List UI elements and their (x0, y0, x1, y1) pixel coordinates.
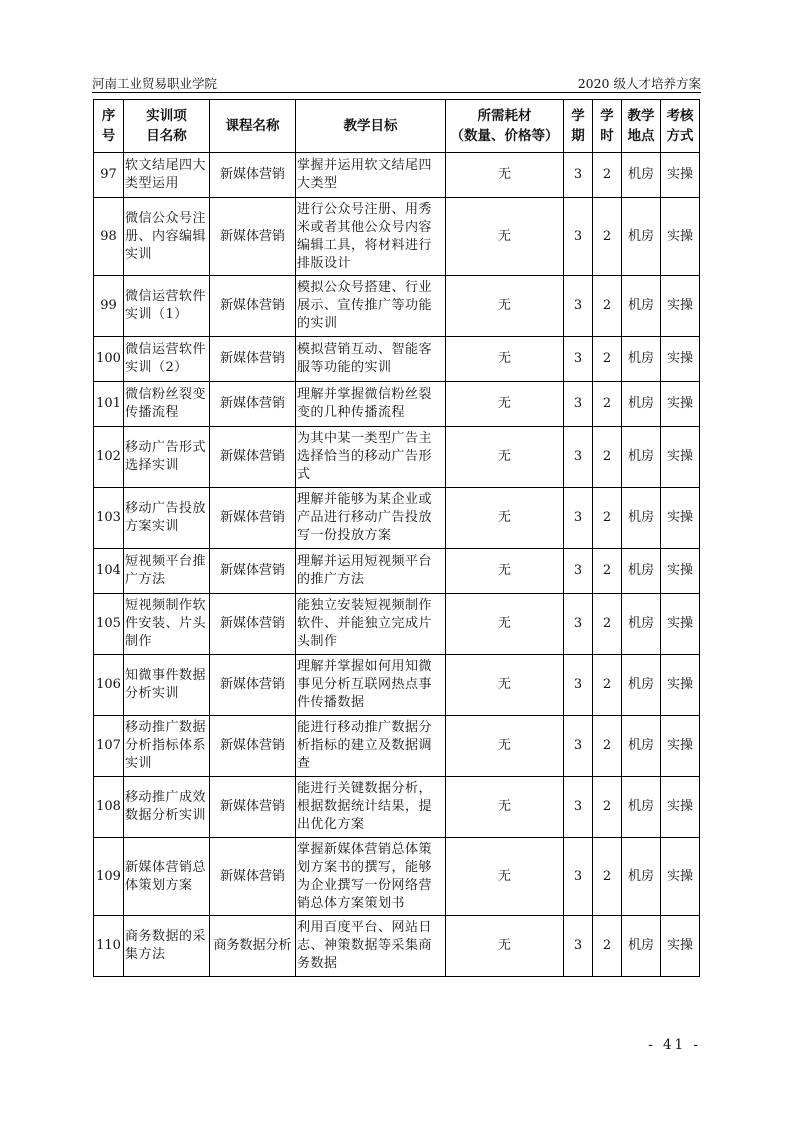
row-number-cell: 110 (94, 916, 124, 977)
table-row (94, 198, 700, 276)
column-header (564, 100, 593, 153)
project-name-cell: 知微事件数据分析实训 (124, 655, 210, 716)
teaching-goal-cell: 进行公众号注册、用秀米或者其他公众号内容编辑工具，将材料进行排版设计 (296, 198, 446, 276)
column-header-text: 序 (101, 108, 116, 124)
teaching-goal-cell: 掌握新媒体营销总体策划方案书的撰写，能够为企业撰写一份网络营销总体方案策划书 (296, 838, 446, 916)
term-cell: 3 (564, 716, 593, 777)
teaching-goal-cell: 理解并掌握微信粉丝裂变的几种传播流程 (296, 382, 446, 427)
assessment-cell: 实操 (661, 198, 700, 276)
assessment-cell: 实操 (661, 427, 700, 488)
course-name-cell: 新媒体营销 (210, 716, 296, 777)
materials-cell: 无 (446, 716, 564, 777)
location-cell: 机房 (622, 549, 661, 594)
term-cell: 3 (564, 549, 593, 594)
project-name-cell: 移动广告投放方案实训 (124, 488, 210, 549)
assessment-cell: 实操 (661, 916, 700, 977)
location-cell: 机房 (622, 594, 661, 655)
table-row (94, 382, 700, 427)
teaching-goal-cell: 能进行移动推广数据分析指标的建立及数据调查 (296, 716, 446, 777)
row-number-cell: 108 (94, 777, 124, 838)
row-number-cell: 98 (94, 198, 124, 276)
term-cell: 3 (564, 916, 593, 977)
row-number-cell: 99 (94, 276, 124, 337)
course-name-cell: 新媒体营销 (210, 838, 296, 916)
course-name-cell: 新媒体营销 (210, 153, 296, 198)
materials-cell: 无 (446, 337, 564, 382)
hours-cell: 2 (593, 337, 622, 382)
hours-cell: 2 (593, 276, 622, 337)
project-name-cell: 移动推广成效数据分析实训 (124, 777, 210, 838)
column-header-text: 考核 (666, 108, 694, 124)
materials-cell: 无 (446, 594, 564, 655)
table-header-row (94, 100, 700, 153)
term-cell: 3 (564, 382, 593, 427)
term-cell: 3 (564, 594, 593, 655)
column-header (296, 100, 446, 153)
table-row (94, 276, 700, 337)
project-name-cell: 微信粉丝裂变传播流程 (124, 382, 210, 427)
table-row (94, 427, 700, 488)
term-cell: 3 (564, 488, 593, 549)
term-cell: 3 (564, 655, 593, 716)
column-header-text: 实训项 (146, 108, 187, 124)
term-cell: 3 (564, 838, 593, 916)
row-number-cell: 102 (94, 427, 124, 488)
hours-cell: 2 (593, 549, 622, 594)
assessment-cell: 实操 (661, 488, 700, 549)
column-header (124, 100, 210, 153)
term-cell: 3 (564, 337, 593, 382)
page-header (92, 74, 701, 93)
project-name-cell: 微信运营软件实训（2） (124, 337, 210, 382)
term-cell: 3 (564, 427, 593, 488)
materials-cell: 无 (446, 198, 564, 276)
materials-cell: 无 (446, 427, 564, 488)
location-cell: 机房 (622, 488, 661, 549)
project-name-cell: 软文结尾四大类型运用 (124, 153, 210, 198)
project-name-cell: 短视频平台推广方法 (124, 549, 210, 594)
table-row (94, 916, 700, 977)
course-name-cell: 商务数据分析 (210, 916, 296, 977)
hours-cell: 2 (593, 382, 622, 427)
teaching-goal-cell: 利用百度平台、网站日志、神策数据等采集商务数据 (296, 916, 446, 977)
table-row (94, 716, 700, 777)
project-name-cell: 新媒体营销总体策划方案 (124, 838, 210, 916)
training-table (93, 99, 700, 977)
materials-cell: 无 (446, 382, 564, 427)
row-number-cell: 105 (94, 594, 124, 655)
assessment-cell: 实操 (661, 337, 700, 382)
hours-cell: 2 (593, 427, 622, 488)
location-cell: 机房 (622, 337, 661, 382)
location-cell: 机房 (622, 716, 661, 777)
project-name-cell: 微信运营软件实训（1） (124, 276, 210, 337)
header-doc-title: 2020 级人才培养方案 (577, 76, 701, 91)
hours-cell: 2 (593, 153, 622, 198)
column-header-text: 课程名称 (225, 118, 280, 134)
term-cell: 3 (564, 153, 593, 198)
teaching-goal-cell: 能独立安装短视频制作软件、并能独立完成片头制作 (296, 594, 446, 655)
location-cell: 机房 (622, 427, 661, 488)
table-row (94, 655, 700, 716)
materials-cell: 无 (446, 276, 564, 337)
row-number-cell: 106 (94, 655, 124, 716)
location-cell: 机房 (622, 838, 661, 916)
column-header (622, 100, 661, 153)
materials-cell: 无 (446, 488, 564, 549)
materials-cell: 无 (446, 838, 564, 916)
project-name-cell: 微信公众号注册、内容编辑实训 (124, 198, 210, 276)
teaching-goal-cell: 掌握并运用软文结尾四大类型 (296, 153, 446, 198)
column-header-text: 期 (571, 128, 585, 144)
column-header-text: 教学 (627, 108, 655, 124)
table-row (94, 488, 700, 549)
column-header-text: （数量、价格等） (450, 128, 559, 144)
project-name-cell: 移动推广数据分析指标体系实训 (124, 716, 210, 777)
materials-cell: 无 (446, 916, 564, 977)
table-row (94, 594, 700, 655)
assessment-cell: 实操 (661, 838, 700, 916)
row-number-cell: 97 (94, 153, 124, 198)
assessment-cell: 实操 (661, 594, 700, 655)
row-number-cell: 104 (94, 549, 124, 594)
column-header (94, 100, 124, 153)
term-cell: 3 (564, 198, 593, 276)
column-header (661, 100, 700, 153)
assessment-cell: 实操 (661, 549, 700, 594)
term-cell: 3 (564, 276, 593, 337)
table-row (94, 153, 700, 198)
assessment-cell: 实操 (661, 655, 700, 716)
teaching-goal-cell: 模拟营销互动、智能客服等功能的实训 (296, 337, 446, 382)
teaching-goal-cell: 理解并掌握如何用知微事见分析互联网热点事件传播数据 (296, 655, 446, 716)
course-name-cell: 新媒体营销 (210, 777, 296, 838)
hours-cell: 2 (593, 777, 622, 838)
hours-cell: 2 (593, 838, 622, 916)
location-cell: 机房 (622, 382, 661, 427)
location-cell: 机房 (622, 777, 661, 838)
column-header (446, 100, 564, 153)
materials-cell: 无 (446, 549, 564, 594)
teaching-goal-cell: 理解并能够为某企业或产品进行移动广告投放写一份投放方案 (296, 488, 446, 549)
materials-cell: 无 (446, 777, 564, 838)
hours-cell: 2 (593, 916, 622, 977)
assessment-cell: 实操 (661, 276, 700, 337)
column-header-text: 学 (571, 108, 585, 124)
assessment-cell: 实操 (661, 777, 700, 838)
location-cell: 机房 (622, 276, 661, 337)
column-header-text: 方式 (666, 128, 694, 144)
course-name-cell: 新媒体营销 (210, 276, 296, 337)
course-name-cell: 新媒体营销 (210, 382, 296, 427)
table-row (94, 838, 700, 916)
project-name-cell: 商务数据的采集方法 (124, 916, 210, 977)
course-name-cell: 新媒体营销 (210, 488, 296, 549)
table-row (94, 777, 700, 838)
column-header (593, 100, 622, 153)
column-header-text: 号 (101, 128, 116, 144)
table-body (94, 153, 700, 977)
header-school-name: 河南工业贸易职业学院 (92, 76, 218, 91)
project-name-cell: 移动广告形式选择实训 (124, 427, 210, 488)
location-cell: 机房 (622, 153, 661, 198)
course-name-cell: 新媒体营销 (210, 594, 296, 655)
column-header (210, 100, 296, 153)
hours-cell: 2 (593, 716, 622, 777)
hours-cell: 2 (593, 594, 622, 655)
course-name-cell: 新媒体营销 (210, 655, 296, 716)
teaching-goal-cell: 能进行关键数据分析，根据数据统计结果，提出优化方案 (296, 777, 446, 838)
course-name-cell: 新媒体营销 (210, 549, 296, 594)
term-cell: 3 (564, 777, 593, 838)
column-header-text: 地点 (627, 128, 655, 144)
row-number-cell: 107 (94, 716, 124, 777)
assessment-cell: 实操 (661, 716, 700, 777)
hours-cell: 2 (593, 488, 622, 549)
course-name-cell: 新媒体营销 (210, 198, 296, 276)
table-row (94, 337, 700, 382)
row-number-cell: 100 (94, 337, 124, 382)
column-header-text: 教学目标 (343, 118, 398, 134)
location-cell: 机房 (622, 655, 661, 716)
assessment-cell: 实操 (661, 382, 700, 427)
assessment-cell: 实操 (661, 153, 700, 198)
page-number: - 41 - (648, 1037, 701, 1053)
hours-cell: 2 (593, 655, 622, 716)
materials-cell: 无 (446, 655, 564, 716)
materials-cell: 无 (446, 153, 564, 198)
column-header-text: 时 (600, 128, 614, 144)
column-header-text: 学 (600, 108, 614, 124)
teaching-goal-cell: 为其中某一类型广告主选择恰当的移动广告形式 (296, 427, 446, 488)
row-number-cell: 103 (94, 488, 124, 549)
location-cell: 机房 (622, 198, 661, 276)
row-number-cell: 109 (94, 838, 124, 916)
course-name-cell: 新媒体营销 (210, 337, 296, 382)
location-cell: 机房 (622, 916, 661, 977)
row-number-cell: 101 (94, 382, 124, 427)
teaching-goal-cell: 模拟公众号搭建、行业展示、宣传推广等功能的实训 (296, 276, 446, 337)
hours-cell: 2 (593, 198, 622, 276)
table-row (94, 549, 700, 594)
column-header-text: 所需耗材 (477, 108, 532, 124)
course-name-cell: 新媒体营销 (210, 427, 296, 488)
teaching-goal-cell: 理解并运用短视频平台的推广方法 (296, 549, 446, 594)
column-header-text: 目名称 (146, 128, 187, 144)
project-name-cell: 短视频制作软件安装、片头制作 (124, 594, 210, 655)
